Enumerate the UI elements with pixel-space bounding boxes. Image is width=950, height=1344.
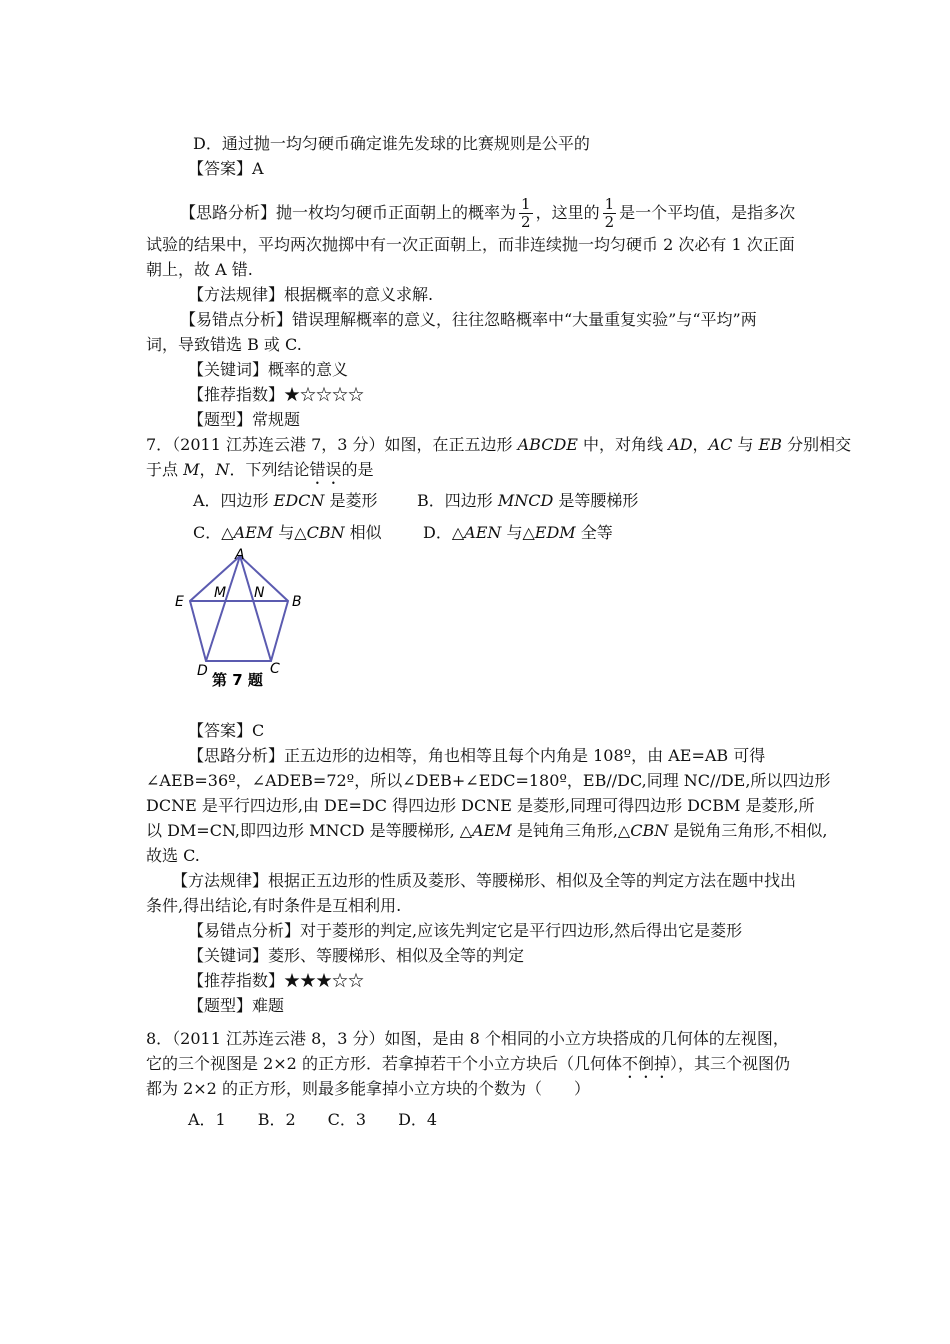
label-n: N: [254, 585, 265, 601]
q6-keywords: 【关键词】概率的意义: [188, 360, 349, 379]
q6-analysis-text-b: ，这里的: [535, 203, 600, 222]
q7-option-b-text: B．四边形: [417, 491, 498, 510]
q7-analysis-line3: DCNE 是平行四边形,由 DE=DC 得四边形 DCNE 是菱形,同理可得四边形 DCBM 是菱形,所: [146, 796, 815, 815]
q7-pentagon-name: ABCDE: [517, 435, 578, 454]
q6-option-d: D．通过抛一均匀硬币确定谁先发球的比赛规则是公平的: [193, 134, 590, 153]
q8-emphasis-not-collapse: 不倒掉: [621, 1054, 670, 1073]
q7-and: 与: [732, 435, 759, 454]
q7-option-b-text-2: 是等腰梯形: [553, 491, 639, 510]
q7-analysis-line4: [146, 820, 828, 842]
q7-option-c-tri2: CBN: [306, 523, 345, 542]
q7-option-d-text-3: 全等: [575, 523, 613, 542]
q7-keywords: 【关键词】菱形、等腰梯形、相似及全等的判定: [188, 946, 525, 965]
pentagon-outline: [190, 556, 288, 661]
q7-option-a: [193, 490, 378, 512]
q8-stem-line2-text: 它的三个视图是 2×2 的正方形．若拿掉若干个小立方块后（几何体: [146, 1054, 622, 1073]
q7-stem-text: 7．（2011 江苏连云港 7，3 分）如图，在正五边形: [146, 435, 518, 454]
q7-answer: 【答案】C: [188, 721, 265, 740]
q6-error-line1: 【易错点分析】错误理解概率的意义，往往忽略概率中“大量重复实验”与“平均”两: [180, 310, 757, 329]
fraction-half-2: [603, 196, 617, 231]
label-c: C: [270, 661, 280, 677]
fraction-denominator: 2: [521, 213, 531, 231]
q7-stem-text-2: 中，对角线: [577, 435, 669, 454]
pentagon-lines: [190, 556, 288, 661]
label-a: A: [235, 548, 245, 563]
q7-diagonal-ad: AD: [668, 435, 693, 454]
q7-stem-text-5: ．下列结论: [229, 460, 310, 479]
q7-option-c-text: C．△: [193, 523, 234, 542]
fraction-numerator: 1: [521, 195, 531, 213]
q7-diagonal-ac: AC: [708, 435, 733, 454]
label-e: E: [175, 594, 184, 610]
q7-analysis-tri2: CBN: [630, 821, 669, 840]
q7-stem-line2: [146, 459, 374, 488]
q7-analysis-line2: ∠AEB=36º，∠ADEB=72º，所以∠DEB+∠EDC=180º，EB//DC,同理 NC//DE,所以四边形: [146, 771, 831, 790]
q7-option-d-text: D．△: [423, 523, 465, 542]
q7-comma: ，: [692, 435, 709, 454]
q6-type: 【题型】常规题: [188, 410, 301, 429]
q7-option-d-tri2: EDM: [534, 523, 576, 542]
label-d: D: [197, 663, 208, 679]
q7-option-c-text-2: 与△: [273, 523, 307, 542]
q7-stem-text-3: 分别相交: [781, 435, 852, 454]
q8-stem-line2-text-2: ），其三个视图仍: [669, 1054, 790, 1073]
q7-point-n: N: [215, 460, 230, 479]
q7-option-d: [423, 522, 613, 544]
q7-method-line2: 条件,得出结论,有时条件是互相利用.: [146, 896, 402, 915]
q7-analysis-line1: 【思路分析】正五边形的边相等，角也相等且每个内角是 108º，由 AE=AB 可得: [188, 746, 766, 765]
q6-analysis-line3: 朝上，故 A 错.: [146, 260, 253, 279]
q7-rating: 【推荐指数】★★★☆☆: [188, 971, 365, 990]
q7-diagonal-eb: EB: [758, 435, 782, 454]
q8-options: A．1 B．2 C．3 D．4: [188, 1110, 438, 1129]
q7-emphasis-wrong: 错误: [309, 460, 342, 479]
q7-stem-text-6: 的是: [341, 460, 374, 479]
q7-error: 【易错点分析】对于菱形的判定,应该先判定它是平行四边形,然后得出它是菱形: [188, 921, 743, 940]
label-b: B: [292, 594, 302, 610]
q7-type: 【题型】难题: [188, 996, 285, 1015]
q7-analysis-line4-text-2: 是钝角三角形,△: [511, 821, 631, 840]
q8-stem-line3: 都为 2×2 的正方形，则最多能拿掉小立方块的个数为（ ）: [146, 1079, 590, 1098]
q7-option-c-tri1: AEM: [233, 523, 274, 542]
q8-stem-line1: 8．（2011 江苏连云港 8，3 分）如图，是由 8 个相同的小立方块搭成的几何体的左视图，: [146, 1029, 789, 1048]
q7-option-c: [193, 522, 382, 544]
q7-option-a-text-2: 是菱形: [324, 491, 378, 510]
q6-analysis-text-c: 是一个平均值，是指多次: [619, 203, 796, 222]
q7-option-d-tri1: AEN: [464, 523, 502, 542]
q7-option-a-text: A．四边形: [193, 491, 274, 510]
fraction-half: [519, 196, 533, 231]
fraction-denominator-2: 2: [604, 213, 615, 231]
q7-analysis-line4-text-3: 是锐角三角形,不相似,: [668, 821, 828, 840]
q7-method-line1: 【方法规律】根据正五边形的性质及菱形、等腰梯形、相似及全等的判定方法在题中找出: [172, 871, 797, 890]
q6-rating: 【推荐指数】★☆☆☆☆: [188, 385, 365, 404]
q6-answer: 【答案】A: [188, 159, 264, 178]
q7-analysis-line5: 故选 C.: [146, 846, 200, 865]
q7-option-b: [417, 490, 638, 512]
q6-error-line2: 词，导致错选 B 或 C.: [146, 335, 302, 354]
q7-option-c-text-3: 相似: [344, 523, 382, 542]
q6-method: 【方法规律】根据概率的意义求解.: [188, 285, 434, 304]
q7-analysis-line4-text: 以 DM=CN,即四边形 MNCD 是等腰梯形, △: [146, 821, 473, 840]
q7-pentagon-figure: [170, 548, 320, 693]
q7-comma-2: ，: [199, 460, 216, 479]
q7-option-a-shape: EDCN: [273, 491, 325, 510]
q7-option-b-shape: MNCD: [497, 491, 554, 510]
q7-stem-line1: [146, 434, 851, 456]
label-m: M: [214, 585, 227, 601]
q6-analysis-text-a: 【思路分析】抛一枚均匀硬币正面朝上的概率为: [180, 203, 517, 222]
q7-analysis-tri1: AEM: [472, 821, 512, 840]
figure-caption: 第 7 题: [212, 671, 263, 689]
q6-analysis-line1: [180, 196, 795, 231]
q7-stem-text-4: 于点: [146, 460, 184, 479]
q7-option-d-text-2: 与△: [501, 523, 535, 542]
fraction-numerator-2: 1: [604, 195, 615, 213]
q7-point-m: M: [183, 460, 200, 479]
q6-analysis-line2: 试验的结果中，平均两次抛掷中有一次正面朝上，而非连续抛一均匀硬币 2 次必有 1 次正面: [146, 235, 795, 254]
